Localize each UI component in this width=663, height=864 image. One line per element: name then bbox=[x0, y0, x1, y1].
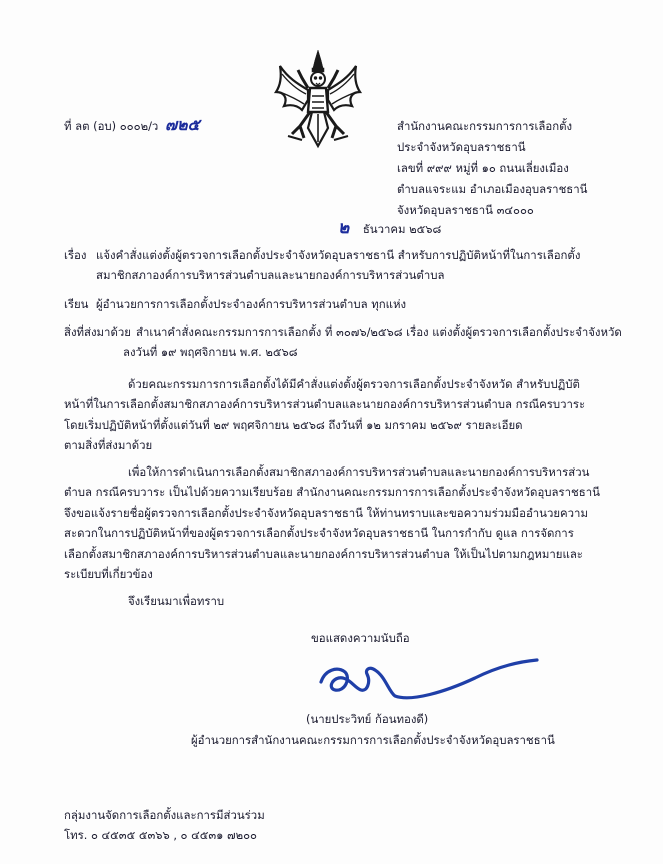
footer-phone: โทร. ๐ ๔๕๓๕ ๕๓๖๖ , ๐ ๔๕๓๑ ๗๒๐๐ bbox=[64, 828, 257, 842]
paragraph-line: เลือกตั้งสมาชิกสภาองค์การบริหารส่วนตำบลและนายกองค์การบริหารส่วนตำบล ให้เป็นไปตามกฎหมายและ bbox=[64, 547, 583, 561]
enclosure-line: ลงวันที่ ๑๙ พฤศจิกายน พ.ศ. ๒๕๖๘ bbox=[123, 345, 298, 359]
footer-department: กลุ่มงานจัดการเลือกตั้งและการมีส่วนร่วม bbox=[64, 808, 265, 822]
address-line: สำนักงานคณะกรรมการการเลือกตั้ง bbox=[397, 119, 573, 133]
handwritten-reference: ๗๒๕ bbox=[164, 115, 200, 134]
address-line: ประจำจังหวัดอุบลราชธานี bbox=[397, 140, 526, 154]
recipient: ผู้อำนวยการการเลือกตั้งประจำองค์การบริหารส่วนตำบล ทุกแห่ง bbox=[96, 297, 407, 311]
subject-line: แจ้งคำสั่งแต่งตั้งผู้ตรวจการเลือกตั้งประจำจังหวัดอุบลราชธานี สำหรับการปฏิบัติหน้าที่ในการเลือกตั้ง bbox=[96, 248, 581, 262]
paragraph-line: ระเบียบที่เกี่ยวข้อง bbox=[64, 567, 153, 581]
signer-title: ผู้อำนวยการสำนักงานคณะกรรมการการเลือกตั้งประจำจังหวัดอุบลราชธานี bbox=[191, 733, 555, 747]
handwritten-date-day: ๒ bbox=[338, 218, 350, 238]
enclosure-line: สำเนาคำสั่งคณะกรรมการการเลือกตั้ง ที่ ๓๐๗๖/๒๕๖๘ เรื่อง แต่งตั้งผู้ตรวจการเลือกตั้งประจำจังหวัด bbox=[136, 325, 622, 339]
reference-number bbox=[64, 115, 200, 134]
paragraph-line: ตำบล กรณีครบวาระ เป็นไปด้วยความเรียบร้อย สำนักงานคณะกรรมการการเลือกตั้งประจำจังหวัดอุบลราชธานี bbox=[64, 485, 600, 499]
paragraph-line: โดยเริ่มปฏิบัติหน้าที่ตั้งแต่วันที่ ๒๙ พฤศจิกายน ๒๕๖๘ ถึงวันที่ ๑๒ มกราคม ๒๕๖๙ รายละเอียด bbox=[64, 418, 523, 432]
regards-text: ขอแสดงความนับถือ bbox=[311, 631, 410, 645]
address-line: จังหวัดอุบลราชธานี ๓๔๐๐๐ bbox=[397, 203, 534, 217]
paragraph-line: ตามสิ่งที่ส่งมาด้วย bbox=[64, 438, 153, 452]
handwritten-signature bbox=[315, 652, 545, 712]
subject-label: เรื่อง bbox=[64, 248, 87, 262]
reference-prefix: ที่ ลต (อบ) ๐๐๐๒/ว bbox=[64, 119, 159, 133]
paragraph-line: เพื่อให้การดำเนินการเลือกตั้งสมาชิกสภาองค์การบริหารส่วนตำบลและนายกองค์การบริหารส่วน bbox=[128, 465, 590, 479]
paragraph-line: ด้วยคณะกรรมการการเลือกตั้งได้มีคำสั่งแต่งตั้งผู้ตรวจการเลือกตั้งประจำจังหวัด สำหรับปฏิบัติ bbox=[128, 377, 580, 391]
closing-text: จึงเรียนมาเพื่อทราบ bbox=[128, 594, 225, 608]
paragraph-line: สะดวกในการปฏิบัติหน้าที่ของผู้ตรวจการเลือกตั้งประจำจังหวัดอุบลราชธานี ในการกำกับ ดูแล การจัดการ bbox=[64, 526, 574, 540]
to-label: เรียน bbox=[64, 297, 89, 311]
garuda-emblem-icon bbox=[272, 48, 364, 152]
address-line: เลขที่ ๙๙๙ หมู่ที่ ๑๐ ถนนเลี่ยงเมือง bbox=[397, 161, 569, 175]
paragraph-line: หน้าที่ในการเลือกตั้งสมาชิกสภาองค์การบริหารส่วนตำบลและนายกองค์การบริหารส่วนตำบล กรณีครบวาระ bbox=[64, 397, 586, 411]
signer-name: (นายประวิทย์ ก้อนทองดี) bbox=[306, 712, 429, 726]
date-month-year: ธันวาคม ๒๕๖๘ bbox=[362, 222, 442, 236]
paragraph-line: จึงขอแจ้งรายชื่อผู้ตรวจการเลือกตั้งประจำจังหวัดอุบลราชธานี ให้ท่านทราบและขอความร่วมมืออำนวยความ bbox=[64, 506, 588, 520]
letter-date bbox=[338, 218, 442, 238]
enclosure-label: สิ่งที่ส่งมาด้วย bbox=[64, 325, 131, 339]
subject-line: สมาชิกสภาองค์การบริหารส่วนตำบลและนายกองค์การบริหารส่วนตำบล bbox=[96, 268, 445, 282]
address-line: ตำบลแจระแม อำเภอเมืองอุบลราชธานี bbox=[397, 182, 588, 196]
